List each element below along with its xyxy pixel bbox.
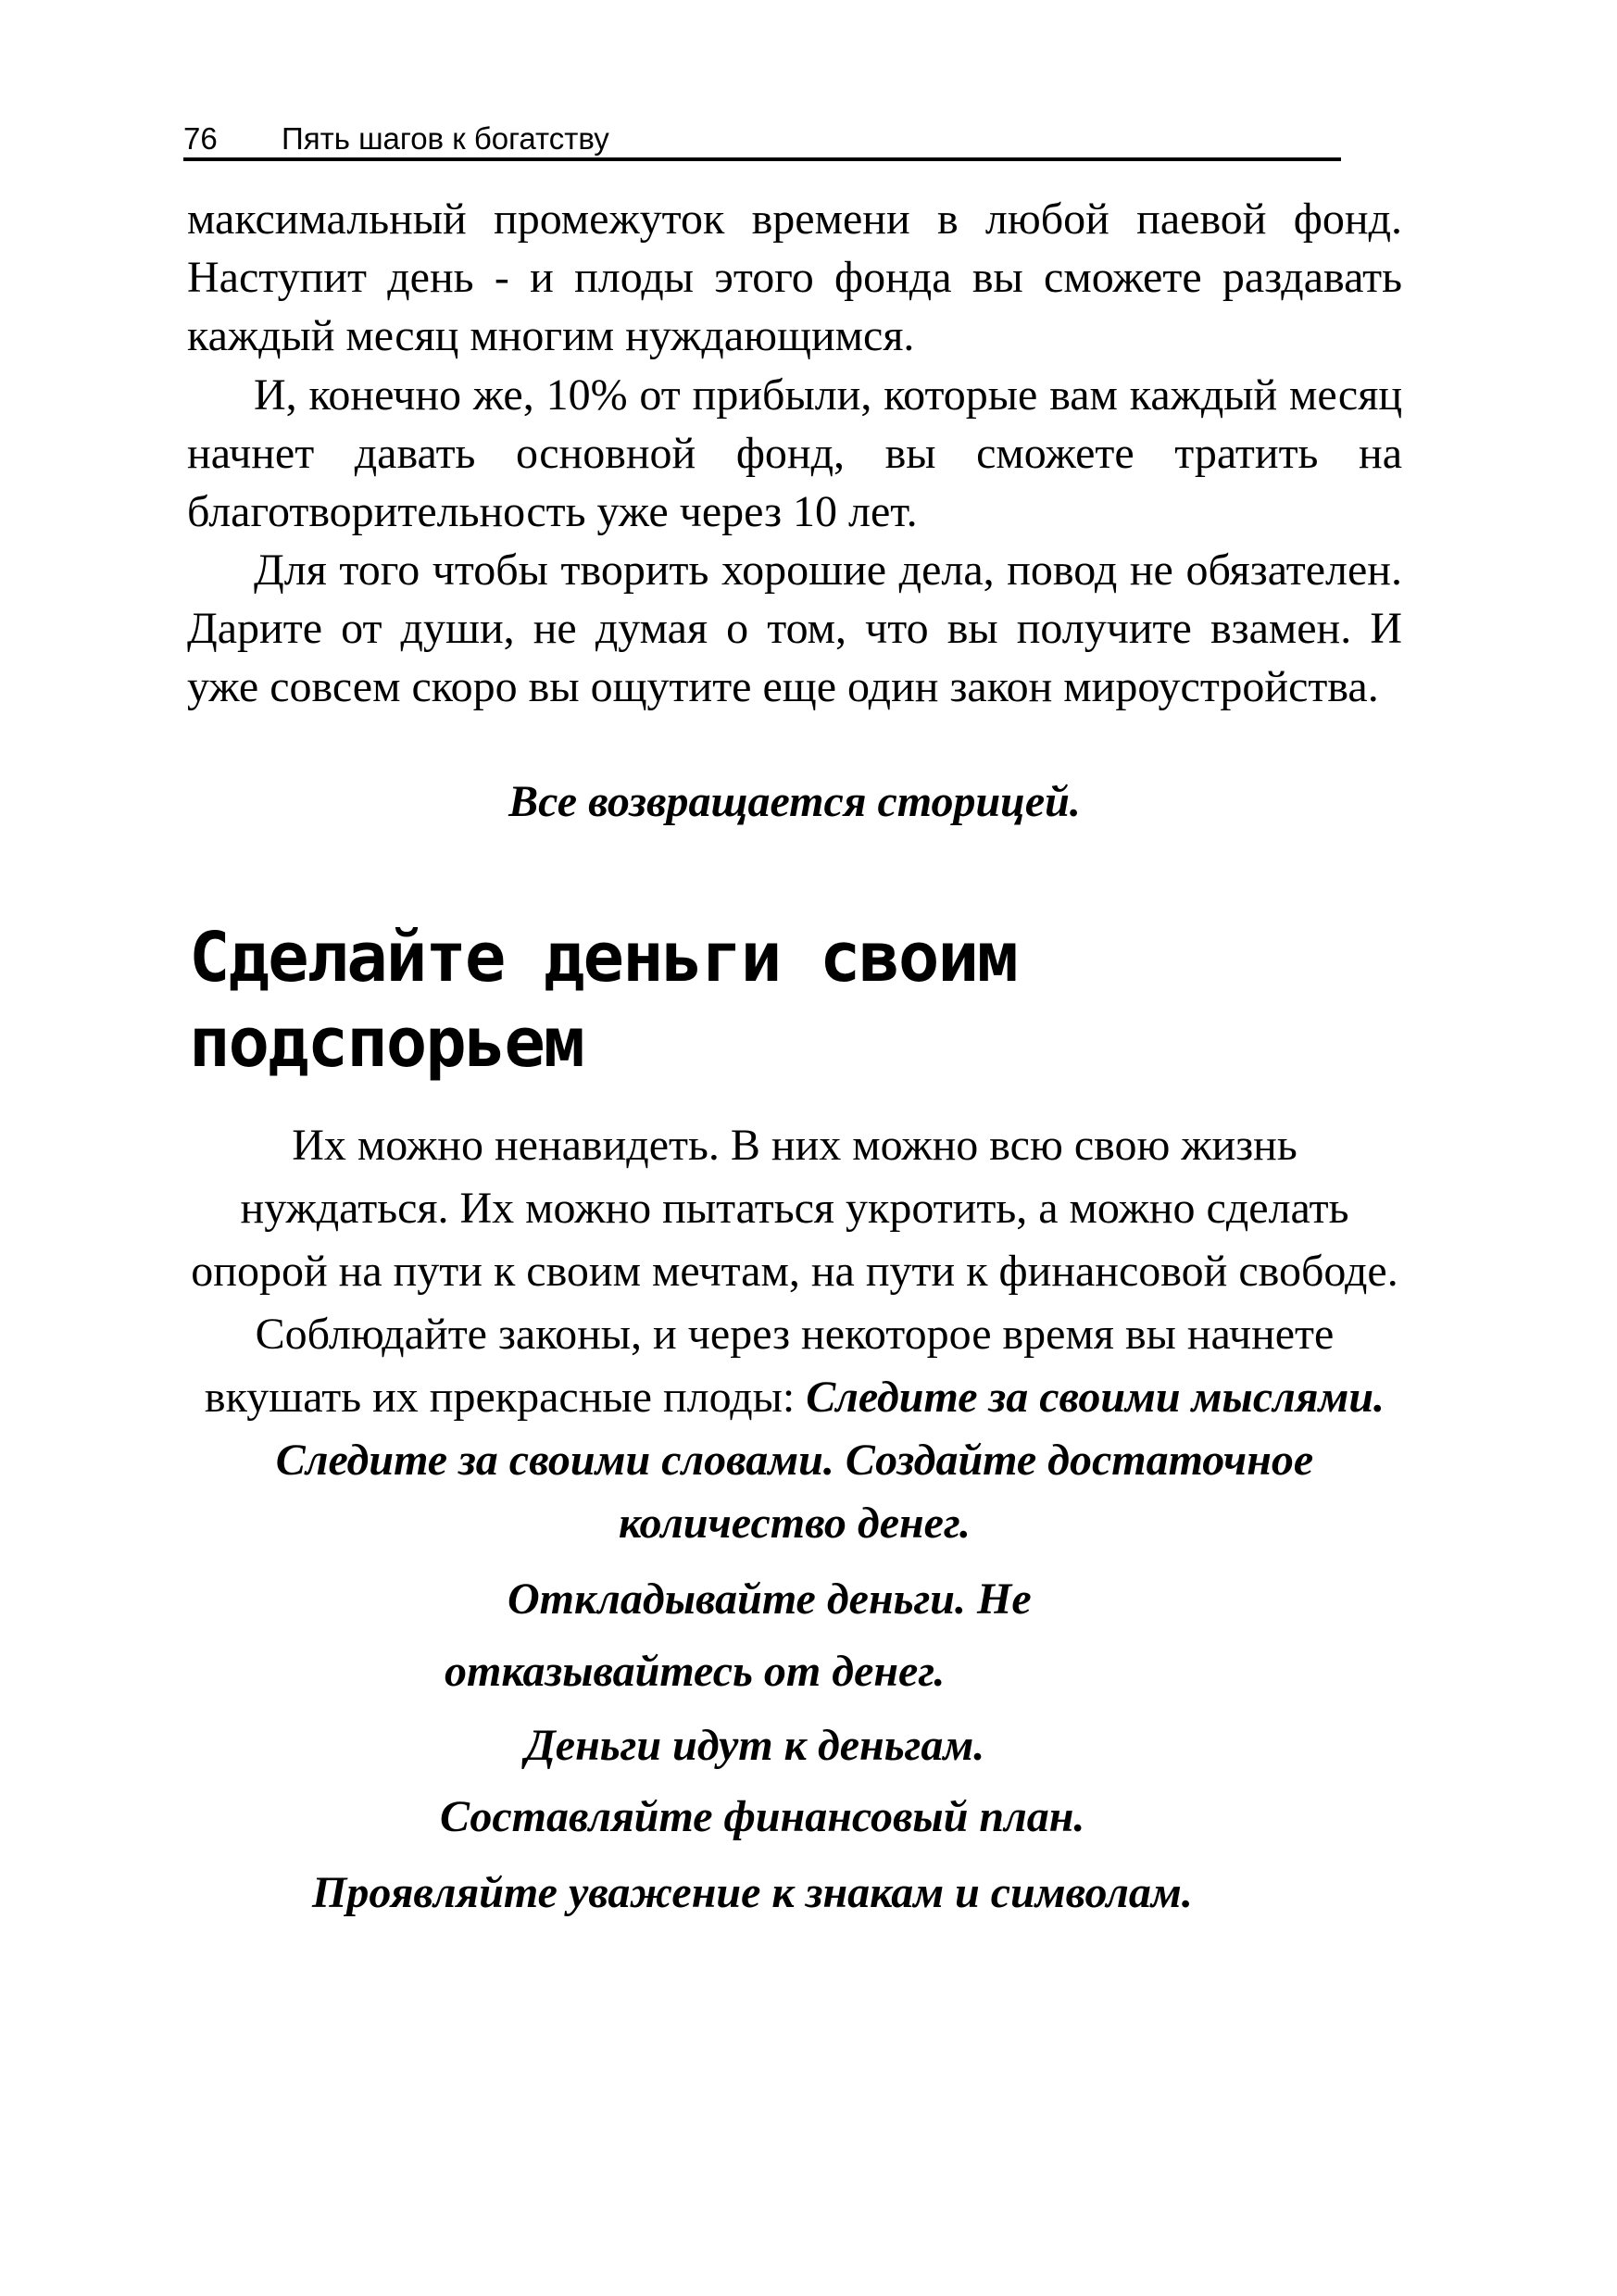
law-line: Деньги идут к деньгам. bbox=[525, 1721, 985, 1770]
law-line: Составляйте финансовый план. bbox=[440, 1792, 1085, 1841]
paragraph-continuation: максимальный промежуток времени в любой паевой фонд. Наступит день - и плоды этого фонда вы сможете раздавать каждый месяц многим нуждающимся. bbox=[187, 194, 1402, 360]
page-number: 76 bbox=[183, 121, 218, 156]
book-title: Пять шагов к богатству bbox=[282, 121, 609, 156]
section-intro-text: Их можно ненавидеть. В них можно всю свою жизнь нуждаться. Их можно пытаться укротить, а можно сделать опорой на пути к своим мечтам, на пути к финансовой свободе. Соблюдайте законы, и через некоторое время вы начнете вкушать их прекрасные плоды: bbox=[191, 1121, 1398, 1422]
law-line: Проявляйте уважение к знакам и символам. bbox=[312, 1868, 1193, 1917]
paragraph-good-deeds: Для того чтобы творить хорошие дела, повод не обязателен. Дарите от души, не думая о том, что вы получите взамен. И уже совсем скоро вы ощутите еще один закон мироустройства. bbox=[187, 546, 1402, 711]
section-heading bbox=[189, 915, 1411, 1085]
section-heading-line-2: подспорьем bbox=[189, 1003, 583, 1083]
running-header bbox=[183, 119, 1341, 161]
section-intro-laws: Следите за своими мыслями. Следите за своими словами. Создайте достаточное количество денег. bbox=[275, 1373, 1385, 1548]
law-line: отказывайтесь от денег. bbox=[445, 1647, 946, 1696]
section-intro bbox=[187, 1114, 1402, 1555]
section-heading-line-1: Сделайте деньги своим bbox=[189, 918, 1017, 997]
emphasis-line: Все возвращается сторицей. bbox=[508, 777, 1081, 826]
law-line: Откладывайте деньги. Не bbox=[508, 1575, 1032, 1624]
paragraph-charity: И, конечно же, 10% от прибыли, которые вам каждый месяц начнет давать основной фонд, вы сможете тратить на благотворительность уже через 10 лет. bbox=[187, 370, 1402, 536]
